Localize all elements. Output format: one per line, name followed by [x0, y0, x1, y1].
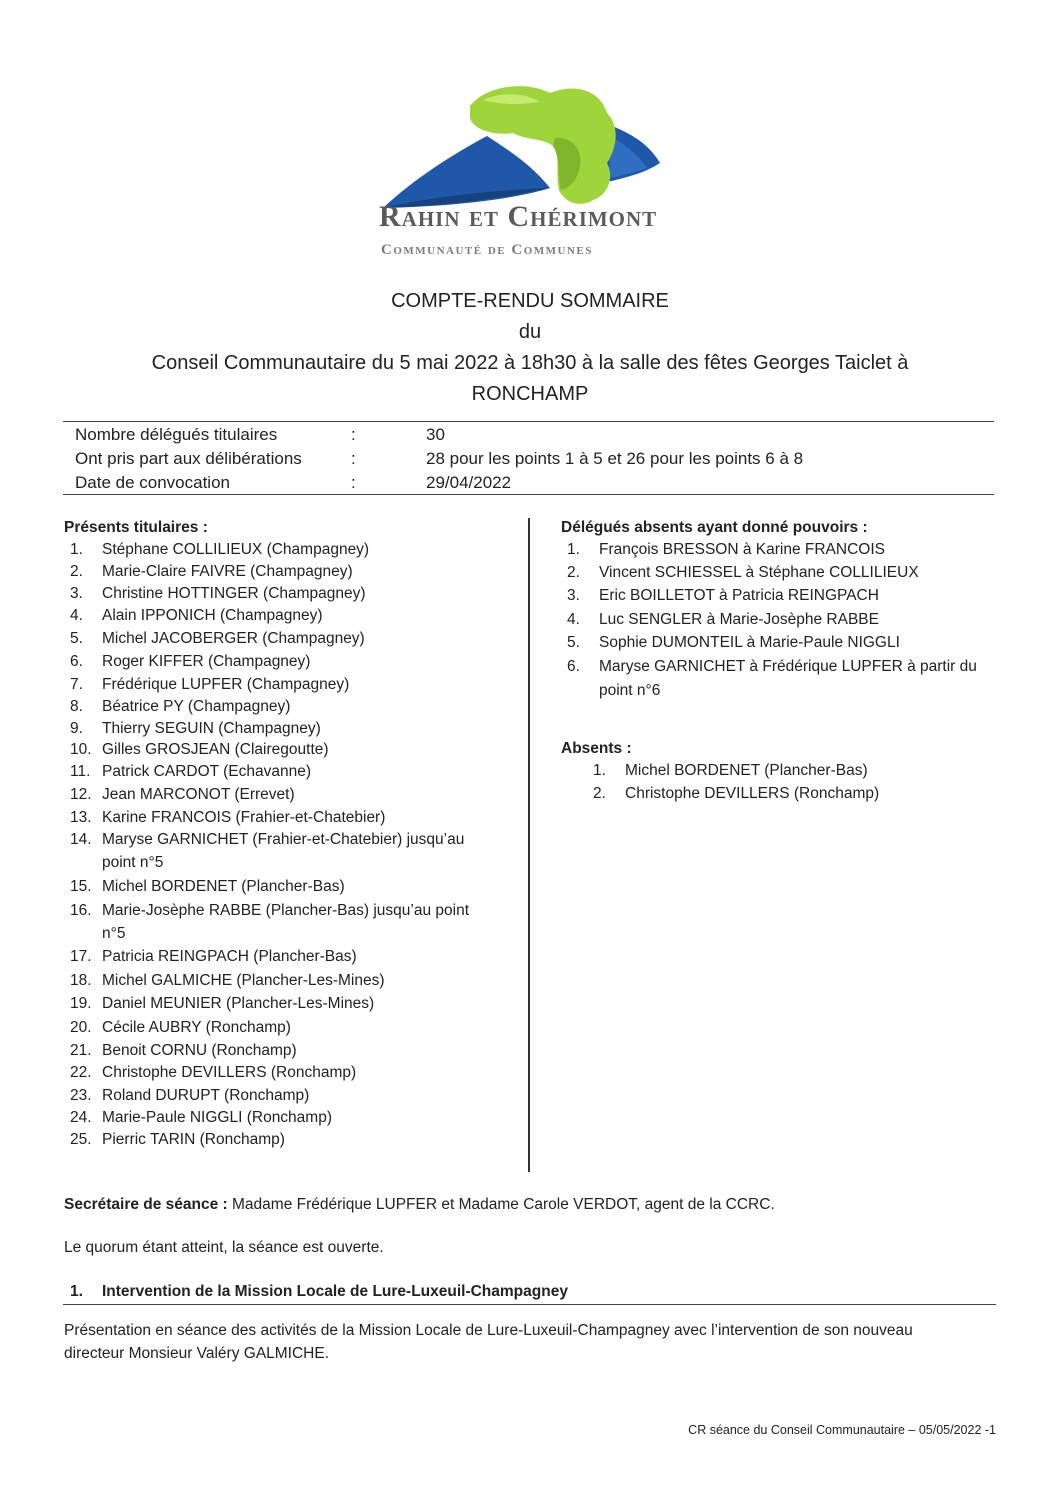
list-item-number: 20.: [70, 1019, 92, 1036]
list-item-number: 6.: [70, 653, 83, 670]
meta-top-rule: [63, 421, 994, 422]
logo-subtitle: Communauté de Communes: [381, 242, 593, 258]
list-item-text: Thierry SEGUIN (Champagney): [102, 720, 321, 737]
list-item-text: Marie-Josèphe RABBE (Plancher-Bas) jusqu’au point: [102, 902, 470, 919]
list-item-text: Jean MARCONOT (Errevet): [102, 786, 295, 803]
list-item-text: Michel GALMICHE (Plancher-Les-Mines): [102, 972, 385, 989]
absents-heading: Absents :: [561, 740, 632, 757]
list-item-number: 13.: [70, 809, 92, 826]
list-item-text-continued: n°5: [102, 925, 126, 942]
list-item-number: 9.: [70, 720, 83, 737]
list-item-text: Eric BOILLETOT à Patricia REINGPACH: [599, 587, 879, 604]
list-item-text: Maryse GARNICHET (Frahier-et-Chatebier) jusqu’au: [102, 831, 465, 848]
list-item-number: 17.: [70, 948, 92, 965]
document-title: [60, 286, 1000, 410]
list-item-text: Luc SENGLER à Marie-Josèphe RABBE: [599, 611, 879, 628]
list-item-number: 10.: [70, 741, 92, 758]
list-item-text: Michel BORDENET (Plancher-Bas): [102, 878, 345, 895]
list-item-number: 25.: [70, 1131, 92, 1148]
meta-label: Nombre délégués titulaires: [75, 425, 278, 444]
list-item-text-continued: point n°5: [102, 854, 164, 871]
list-item-number: 12.: [70, 786, 92, 803]
list-item-text: Alain IPPONICH (Champagney): [102, 607, 323, 624]
section-1-number: 1.: [70, 1283, 83, 1300]
list-item-text: Michel JACOBERGER (Champagney): [102, 630, 365, 647]
list-item-text: Pierric TARIN (Ronchamp): [102, 1131, 285, 1148]
list-item-text: Cécile AUBRY (Ronchamp): [102, 1019, 291, 1036]
list-item-text: Christophe DEVILLERS (Ronchamp): [625, 785, 880, 802]
section-1-title: Intervention de la Mission Locale de Lure-Luxeuil-Champagney: [102, 1283, 568, 1300]
list-item-text: Benoit CORNU (Ronchamp): [102, 1042, 297, 1059]
list-item-number: 5.: [567, 634, 580, 651]
list-item-text: Patrick CARDOT (Echavanne): [102, 763, 312, 780]
list-item-number: 21.: [70, 1042, 92, 1059]
meta-label: Ont pris part aux délibérations: [75, 449, 302, 468]
list-item-number: 23.: [70, 1087, 92, 1104]
section-1-heading: [70, 1283, 568, 1301]
list-item-number: 18.: [70, 972, 92, 989]
title-line-1: COMPTE-RENDU SOMMAIRE: [391, 290, 669, 312]
list-item-number: 16.: [70, 902, 92, 919]
list-item-number: 4.: [567, 611, 580, 628]
list-item-text: Michel BORDENET (Plancher-Bas): [625, 762, 868, 779]
meta-value: 29/04/2022: [426, 473, 512, 492]
list-item-number: 1.: [70, 541, 83, 558]
column-divider: [528, 518, 530, 1172]
secretaire-paragraph: [64, 1196, 775, 1214]
secretaire-label: Secrétaire de séance :: [64, 1196, 228, 1213]
page-footer: CR séance du Conseil Communautaire – 05/05/2022 -1: [688, 1423, 996, 1437]
meta-value: 30: [426, 425, 445, 444]
list-item-text: Karine FRANCOIS (Frahier-et-Chatebier): [102, 809, 386, 826]
meta-value: 28 pour les points 1 à 5 et 26 pour les points 6 à 8: [426, 449, 804, 468]
list-item-number: 15.: [70, 878, 92, 895]
list-item-number: 3.: [70, 585, 83, 602]
list-item-text: Frédérique LUPFER (Champagney): [102, 676, 350, 693]
list-item-number: 24.: [70, 1109, 92, 1126]
list-item-text: Maryse GARNICHET à Frédérique LUPFER à partir du: [599, 658, 977, 675]
logo-emblem: [375, 78, 695, 268]
list-item-number: 11.: [70, 763, 91, 780]
list-item-text: Christophe DEVILLERS (Ronchamp): [102, 1064, 357, 1081]
list-item-text: Roland DURUPT (Ronchamp): [102, 1087, 310, 1104]
list-item-text: Roger KIFFER (Champagney): [102, 653, 311, 670]
pouvoirs-heading: Délégués absents ayant donné pouvoirs :: [561, 519, 868, 536]
title-line-4: RONCHAMP: [471, 383, 589, 405]
section-1-text-line-2: directeur Monsieur Valéry GALMICHE.: [64, 1345, 330, 1362]
list-item-text-continued: point n°6: [599, 682, 661, 699]
list-item-number: 2.: [70, 563, 83, 580]
meta-label: Date de convocation: [75, 473, 230, 492]
list-item-number: 22.: [70, 1064, 92, 1081]
logo-name: Rahin et Chérimont: [379, 200, 658, 233]
list-item-number: 2.: [593, 785, 606, 802]
meta-sep: :: [351, 449, 356, 468]
list-item-text: Vincent SCHIESSEL à Stéphane COLLILIEUX: [599, 564, 919, 581]
list-item-number: 1.: [593, 762, 606, 779]
list-item-text: François BRESSON à Karine FRANCOIS: [599, 541, 885, 558]
title-line-3: Conseil Communautaire du 5 mai 2022 à 18h30 à la salle des fêtes Georges Taiclet à: [151, 352, 909, 374]
section-1-rule: [63, 1304, 996, 1305]
quorum-text: Le quorum étant atteint, la séance est ouverte.: [64, 1239, 384, 1256]
list-item-text: Marie-Paule NIGGLI (Ronchamp): [102, 1109, 332, 1126]
list-item-number: 6.: [567, 658, 580, 675]
list-item-text: Sophie DUMONTEIL à Marie-Paule NIGGLI: [599, 634, 900, 651]
list-item-text: Stéphane COLLILIEUX (Champagney): [102, 541, 370, 558]
list-item-number: 8.: [70, 698, 83, 715]
list-item-number: 7.: [70, 676, 83, 693]
meta-sep: :: [351, 473, 356, 492]
list-item-text: Patricia REINGPACH (Plancher-Bas): [102, 948, 357, 965]
list-item-number: 4.: [70, 607, 83, 624]
meta-bottom-rule: [63, 494, 994, 495]
list-item-number: 2.: [567, 564, 580, 581]
list-item-text: Gilles GROSJEAN (Clairegoutte): [102, 741, 329, 758]
list-item-number: 19.: [70, 995, 92, 1012]
title-line-2: du: [518, 321, 542, 343]
list-item-text: Béatrice PY (Champagney): [102, 698, 291, 715]
secretaire-text: Madame Frédérique LUPFER et Madame Carole VERDOT, agent de la CCRC.: [227, 1196, 775, 1213]
presents-heading: Présents titulaires :: [64, 519, 208, 536]
section-1-text-line-1: Présentation en séance des activités de la Mission Locale de Lure-Luxeuil-Champagney avec l’intervention de son nouveau: [64, 1322, 913, 1339]
list-item-number: 14.: [70, 831, 92, 848]
meta-sep: :: [351, 425, 356, 444]
list-item-text: Christine HOTTINGER (Champagney): [102, 585, 366, 602]
list-item-text: Marie-Claire FAIVRE (Champagney): [102, 563, 353, 580]
list-item-number: 1.: [567, 541, 580, 558]
list-item-text: Daniel MEUNIER (Plancher-Les-Mines): [102, 995, 375, 1012]
list-item-number: 5.: [70, 630, 83, 647]
list-item-number: 3.: [567, 587, 580, 604]
